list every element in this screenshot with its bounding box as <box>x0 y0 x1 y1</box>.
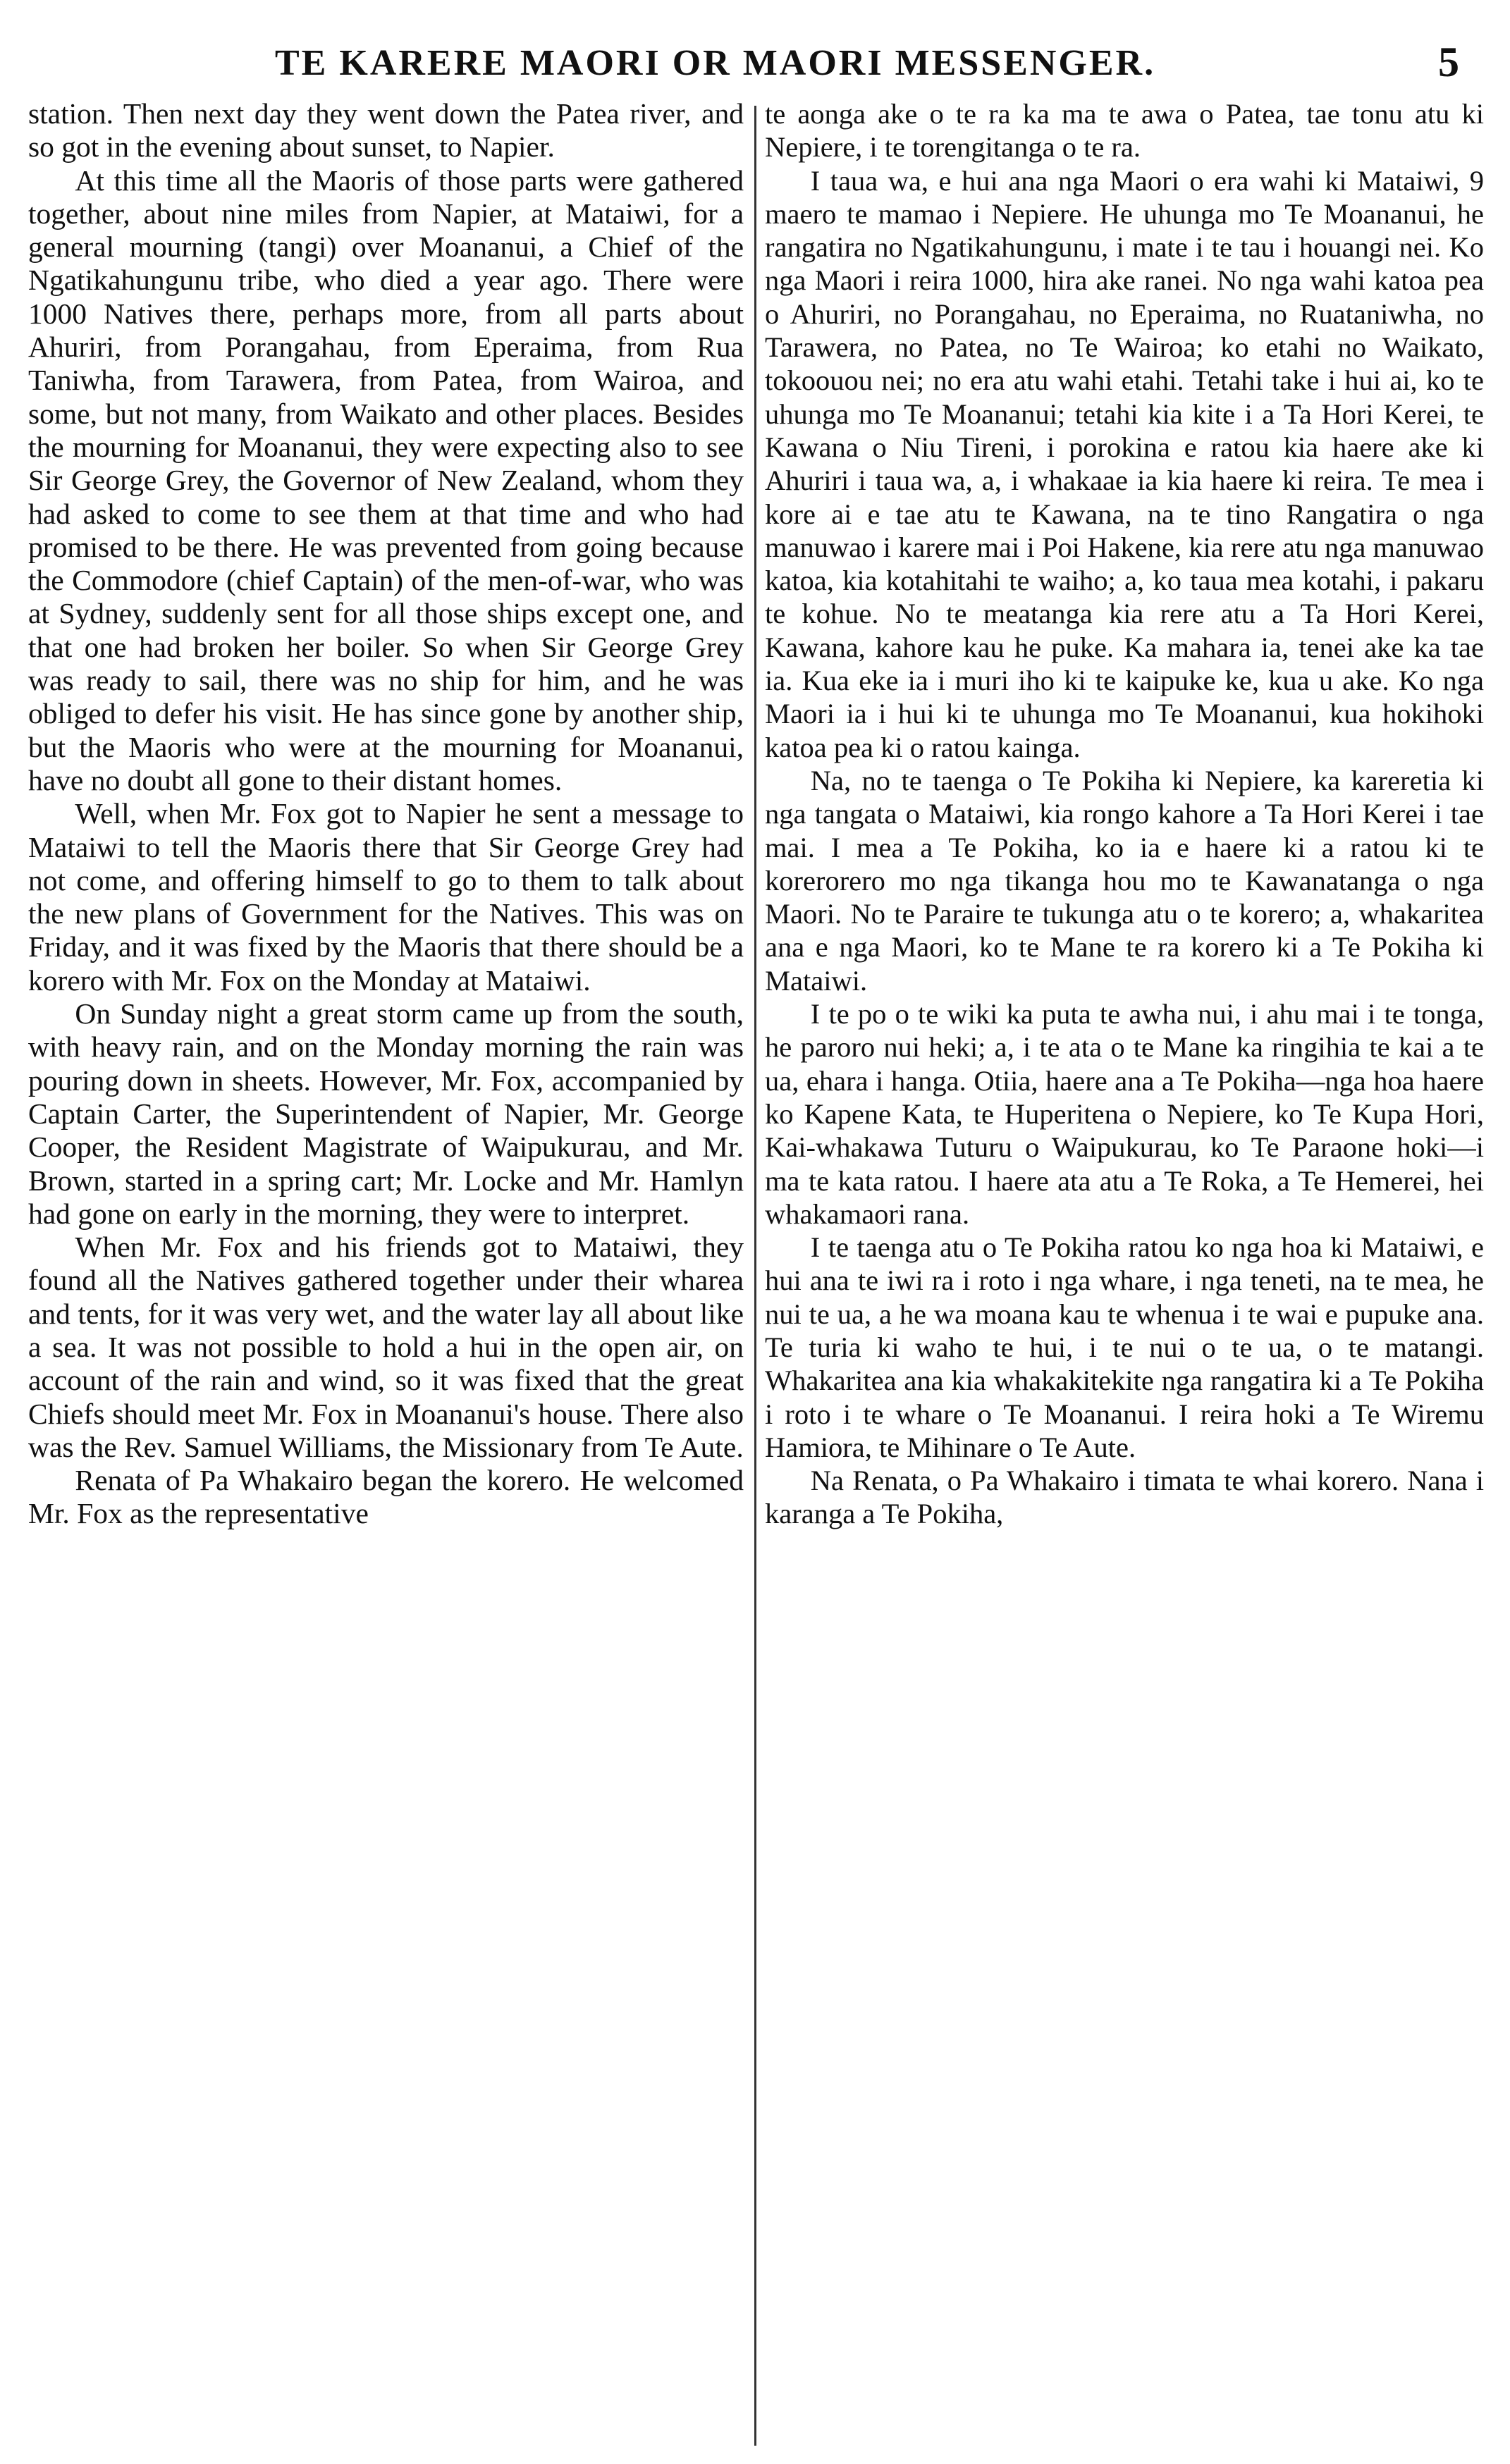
newspaper-title: TE KARERE MAORI OR MAORI MESSENGER. <box>275 43 1156 83</box>
english-paragraph: At this time all the Maoris of those parts were gathered together, about nine miles from Napier, at Mataiwi, for a general mourning (tangi) over Moananui, a Chief of the Ngatikahungunu tribe, who died a year ago. There were 1000 Natives there, perhaps more, from all parts about Ahuriri, from Porangahau, from Eperaima, from Rua Taniwha, from Tarawera, from Patea, from Wairoa, and some, but not many, from Waikato and other places. Besides the mourning for Moananui, they were expecting also to see Sir George Grey, the Governor of New Zealand, whom they had asked to come to see them at that time and who had promised to be there. He was prevented from going because the Commodore (chief Captain) of the men-of-war, who was at Sydney, suddenly sent for all those ships except one, and that one had broken her boiler. So when Sir George Grey was ready to sail, there was no ship for him, and he was obliged to defer his visit. He has since gone by another ship, but the Maoris who were at the mourning for Moananui, have no doubt all gone to their distant homes. <box>28 164 744 796</box>
english-paragraph: station. Then next day they went down the Patea river, and so got in the evening about sunset, to Napier. <box>28 97 744 164</box>
maori-paragraph: te aonga ake o te ra ka ma te awa o Patea, tae tonu atu ki Nepiere, i te torengitanga o te ra. <box>765 98 1484 164</box>
maori-paragraph: I taua wa, e hui ana nga Maori o era wahi ki Mataiwi, 9 maero te mamao i Nepiere. He uhunga mo Te Moananui, he rangatira no Ngatikahungunu, i mate i te tau i houangi nei. Ko nga Maori i reira 1000, hira ake ranei. No nga wahi katoa pea o Ahuriri, no Porangahau, no Eperaima, no Ruataniwha, no Tarawera, no Patea, no Te Wairoa; ko etahi no Waikato, tokoouou nei; no era atu wahi etahi. Tetahi take i hui ai, ko te uhunga mo Te Moananui; tetahi kia kite i a Ta Hori Kerei, te Kawana o Niu Tireni, i porokina e ratou kia haere ake ki Ahuriri i taua wa, a, i whakaae ia kia haere ki reira. Te mea i kore ai e tae atu te Kawana, na te tino Rangatira o nga manuwao i karere mai i Poi Hakene, kia rere atu nga manuwao katoa, kia kotahitahi te waiho; a, ko taua mea kotahi, i pakaru te kohue. No te meatanga kia rere atu a Ta Hori Kerei, Kawana, kahore kau he puke. Ka mahara ia, tenei ake ka tae ia. Kua eke ia i muri iho ki te kaipuke ke, kua u ake. Ko nga Maori ia i hui ki te uhunga mo Te Moananui, kua hokihoki katoa pea ki o ratou kainga. <box>765 164 1484 763</box>
maori-paragraph: Na, no te taenga o Te Pokiha ki Nepiere, ka kareretia ki nga tangata o Mataiwi, kia rongo kahore a Ta Hori Kerei i tae mai. I mea a Te Pokiha, ko ia e haere ki a ratou ki te korerorero mo nga tikanga hou mo te Kawanatanga o nga Maori. No te Paraire te tukunga atu o te korero; a, whakaritea ana e nga Maori, ko te Mane te ra korero ki a Te Pokiha ki Mataiwi. <box>765 764 1484 997</box>
english-paragraph: When Mr. Fox and his friends got to Mataiwi, they found all the Natives gathered together under their wharea and tents, for it was very wet, and the water lay all about like a sea. It was not possible to hold a hui in the open air, on account of the rain and wind, so it was fixed that the great Chiefs should meet Mr. Fox in Moananui's house. There also was the Rev. Samuel Williams, the Missionary from Te Aute. <box>28 1231 744 1463</box>
english-paragraph: Well, when Mr. Fox got to Napier he sent a message to Mataiwi to tell the Maoris there that Sir George Grey had not come, and offering himself to go to them to talk about the new plans of Government for the Natives. This was on Friday, and it was fixed by the Maoris that there should be a korero with Mr. Fox on the Monday at Mataiwi. <box>28 797 744 997</box>
maori-paragraph: Na Renata, o Pa Whakairo i timata te whai korero. Nana i karanga a Te Pokiha, <box>765 1465 1484 1530</box>
column-divider <box>754 106 756 2446</box>
english-paragraph: Renata of Pa Whakairo began the korero. He welcomed Mr. Fox as the representative <box>28 1464 744 1530</box>
maori-paragraph: I te po o te wiki ka puta te awha nui, i ahu mai i te tonga, he paroro nui heki; a, i te ata o te Mane ka ringihia te kai a te ua, ehara i hanga. Otiia, haere ana a Te Pokiha—nga hoa haere ko Kapene Kata, te Huperitena o Nepiere, ko Te Kupa Hori, Kai-whakawa Tuturu o Waipukurau, ko Te Paraone hoki—i ma te kata ratou. I haere ata atu a Te Roka, a Te Hemerei, hei whakamaori rana. <box>765 998 1484 1230</box>
page-header <box>28 30 1480 90</box>
page-number: 5 <box>1438 39 1459 85</box>
english-column <box>28 97 744 2451</box>
english-paragraph: On Sunday night a great storm came up from the south, with heavy rain, and on the Monday morning the rain was pouring down in sheets. However, Mr. Fox, accompanied by Captain Carter, the Superintendent of Napier, Mr. George Cooper, the Resident Magistrate of Waipukurau, and Mr. Brown, started in a spring cart; Mr. Locke and Mr. Hamlyn had gone on early in the morning, they were to interpret. <box>28 997 744 1230</box>
maori-column <box>765 97 1484 2451</box>
maori-paragraph: I te taenga atu o Te Pokiha ratou ko nga hoa ki Mataiwi, e hui ana te iwi ra i roto i nga whare, i nga teneti, na te mea, he nui te ua, a he wa moana kau te whenua i te wai e pupuke ana. Te turia ki waho te hui, i te nui o te ua, o te matangi. Whakaritea ana kia whakakitekite nga rangatira ki a Te Pokiha i roto i te whare o Te Moananui. I reira hoki a Te Wiremu Hamiora, te Mihinare o Te Aute. <box>765 1231 1484 1463</box>
